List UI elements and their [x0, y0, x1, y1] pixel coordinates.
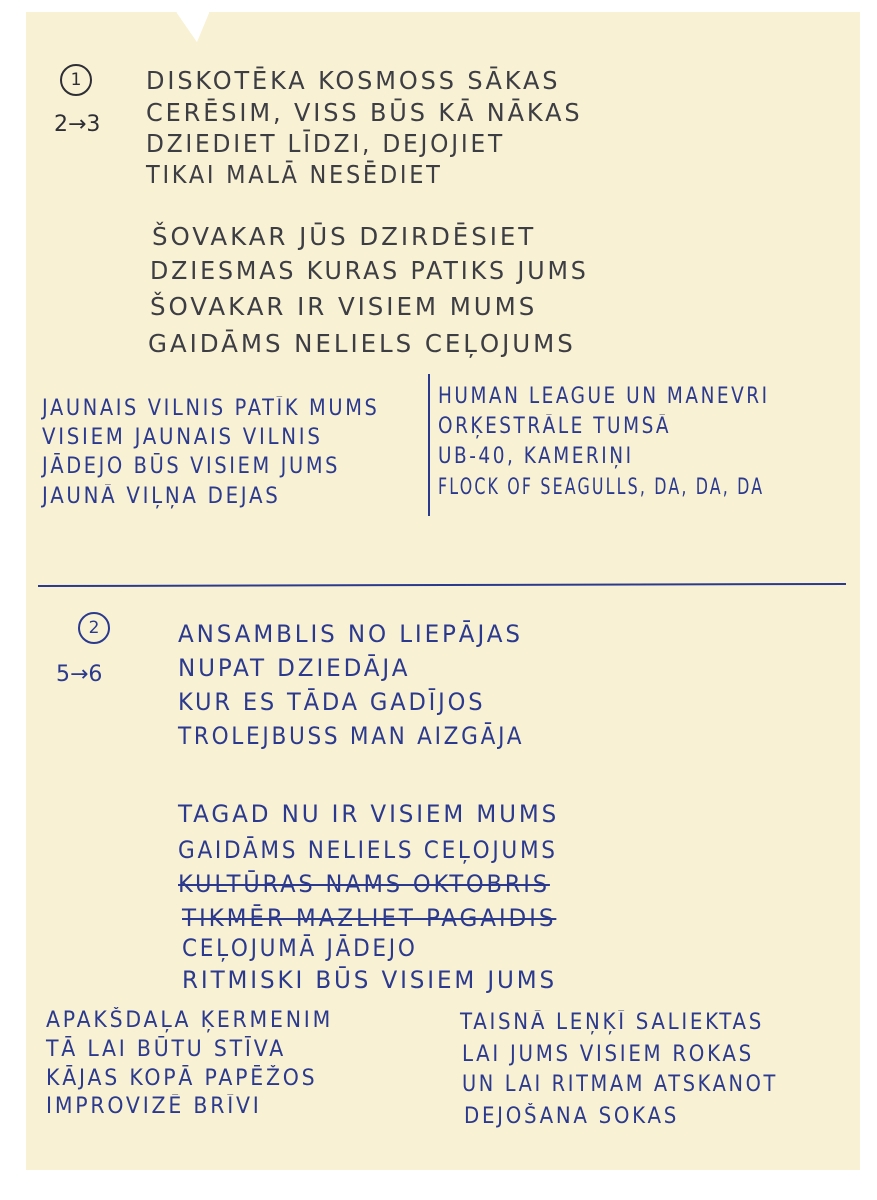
section-2-chorus-line-1: TAGAD NU IR VISIEM MUMS — [178, 800, 560, 828]
section-1-right-line-2: ORĶESTRĀLE TUMSĀ — [438, 414, 671, 439]
section-2-verse-line-4: TROLEJBUSS MAN AIZGĀJA — [178, 722, 525, 750]
section-2-left-line-3: KĀJAS KOPĀ PAPĒŽOS — [46, 1066, 318, 1091]
section-2-right-line-1: TAISNĀ LEŅĶĪ SALIEKTAS — [460, 1010, 765, 1035]
section-1-left-line-4: JAUNĀ VIĻŅA DEJAS — [42, 484, 281, 509]
section-2-chorus-line-2: GAIDĀMS NELIELS CEĻOJUMS — [178, 836, 558, 864]
section-1-left-line-2: VISIEM JAUNAIS VILNIS — [42, 425, 323, 450]
section-2-verse-line-1: ANSAMBLIS NO LIEPĀJAS — [178, 620, 523, 648]
section-1-verse-line-1: DISKOTĒKA KOSMOSS SĀKAS — [146, 66, 561, 95]
section-2-verse-line-3: KUR ES TĀDA GADĪJOS — [178, 688, 486, 716]
section-2-left-line-4: IMPROVIZĒ BRĪVI — [46, 1094, 262, 1119]
section-1-left-line-1: JAUNAIS VILNIS PATĪK MUMS — [42, 396, 380, 421]
section-1-number — [60, 64, 92, 96]
section-1-left-line-3: JĀDEJO BŪS VISIEM JUMS — [42, 454, 341, 479]
column-divider — [428, 374, 430, 516]
section-2-added-line-2: RITMISKI BŪS VISIEM JUMS — [182, 966, 558, 994]
section-1-verse-line-4: TIKAI MALĀ NESĒDIET — [146, 160, 443, 189]
section-2-right-line-4: DEJOŠANA SOKAS — [464, 1104, 680, 1129]
section-1-chorus-line-3: ŠOVAKAR IR VISIEM MUMS — [150, 292, 538, 321]
section-1-number-text: 1 — [70, 70, 82, 90]
section-2-struck-line-1: KULTŪRAS NAMS OKTOBRIS — [178, 870, 550, 898]
section-2-struck-line-2: TIKMĒR MAZLIET PAGAIDIS — [182, 904, 557, 932]
section-2-right-line-2: LAI JUMS VISIEM ROKAS — [462, 1042, 754, 1067]
section-1-right-line-4: FLOCK OF SEAGULLS, DA, DA, DA — [438, 475, 765, 500]
section-1-right-line-1: HUMAN LEAGUE UN MANEVRI — [438, 384, 770, 409]
section-2-margin-note: 5→6 — [56, 662, 103, 687]
section-2-left-line-2: TĀ LAI BŪTU STĪVA — [46, 1037, 287, 1062]
section-1-verse-line-3: DZIEDIET LĪDZI, DEJOJIET — [146, 129, 506, 158]
section-2-number — [78, 612, 110, 644]
section-2-verse-line-2: NUPAT DZIEDĀJA — [178, 654, 411, 682]
section-2-added-line-1: CEĻOJUMĀ JĀDEJO — [182, 934, 418, 962]
section-1-chorus-line-2: DZIESMAS KURAS PATIKS JUMS — [150, 256, 589, 285]
section-1-right-line-3: UB-40, KAMERIŅI — [438, 444, 634, 469]
section-2-right-line-3: UN LAI RITMAM ATSKANOT — [462, 1072, 779, 1097]
section-1-chorus-line-4: GAIDĀMS NELIELS CEĻOJUMS — [148, 329, 576, 358]
section-2-left-line-1: APAKŠDAĻA ĶERMENIM — [46, 1008, 334, 1033]
section-1-verse-line-2: CERĒSIM, VISS BŪS KĀ NĀKAS — [146, 98, 583, 127]
section-2-number-text: 2 — [88, 618, 100, 638]
section-1-chorus-line-1: ŠOVAKAR JŪS DZIRDĒSIET — [152, 222, 537, 251]
section-1-margin-note: 2→3 — [54, 112, 101, 137]
